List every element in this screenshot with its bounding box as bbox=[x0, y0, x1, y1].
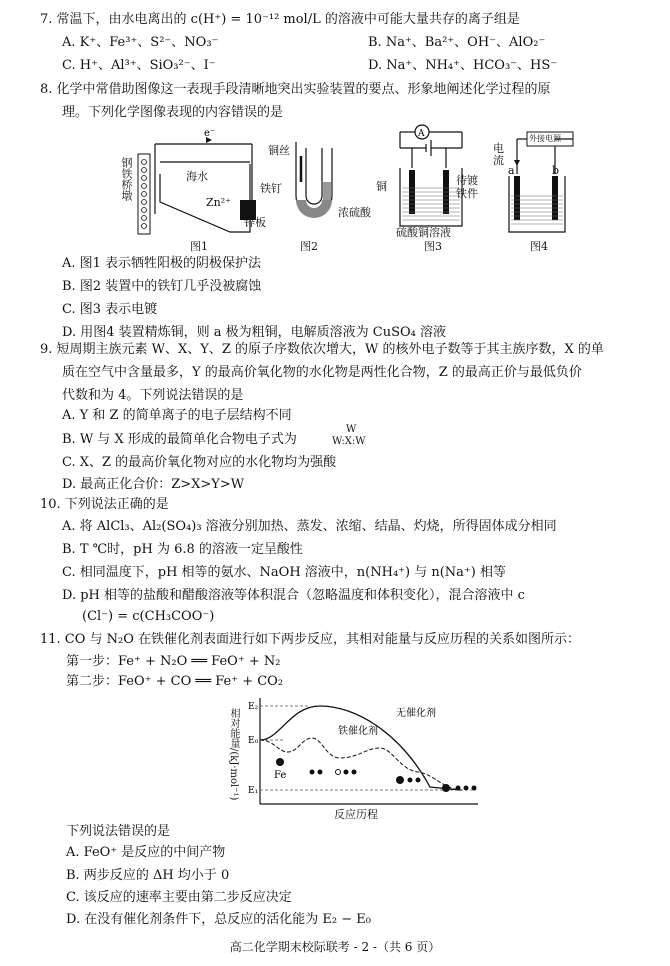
fig4-current-label: 电流 bbox=[493, 142, 504, 167]
q8-option-d: D. 用图4 装置精炼铜，则 a 极为粗铜，电解质溶液为 CuSO₄ 溶液 bbox=[62, 325, 447, 340]
q8-option-b: B. 图2 装置中的铁钉几乎没被腐蚀 bbox=[62, 279, 262, 294]
energy-y-axis-label: 相对能量/(kJ·mol⁻¹) bbox=[228, 708, 239, 801]
fig1-water-label: 海水 bbox=[186, 170, 208, 183]
q8-stem-line2: 理。下列化学图像表现的内容错误的是 bbox=[62, 105, 284, 120]
fig2-acid-label: 浓硫酸 bbox=[338, 206, 371, 219]
energy-diagram bbox=[230, 692, 500, 820]
q11-ask: 下列说法错误的是 bbox=[66, 824, 171, 839]
q11-option-b: B. 两步反应的 ΔH 均小于 0 bbox=[66, 868, 230, 883]
q10-option-c: C. 相同温度下，pH 相等的氨水、NaOH 溶液中，n(NH₄⁺) 与 n(Na⁺) 相等 bbox=[62, 565, 506, 580]
fig2-wire-label: 铜丝 bbox=[268, 144, 290, 157]
q9-option-c: C. X、Z 的最高价氧化物对应的水化物均为强酸 bbox=[62, 455, 337, 470]
q9-formula-top: W bbox=[346, 424, 357, 435]
fig1-caption: 图1 bbox=[190, 240, 208, 253]
q9-stem-line1: 9. 短周期主族元素 W、X、Y、Z 的原子序数依次增大，W 的核外电子数等于其主族序数，X 的单 bbox=[40, 342, 604, 357]
fig4-power-label: 外接电源 bbox=[529, 134, 561, 143]
q9-stem-line2: 质在空气中含量最多，Y 的最高价氧化物的水化物是两性化合物，Z 的最高正价与最低负价 bbox=[62, 365, 582, 380]
fig3-item-label: 待镀铁件 bbox=[456, 174, 478, 200]
q8-option-c: C. 图3 表示电镀 bbox=[62, 302, 158, 317]
page-footer: 高二化学期末校际联考 - 2 -（共 6 页） bbox=[229, 940, 441, 954]
fig1-zn-label: Zn²⁺ bbox=[206, 196, 231, 209]
fig4-a-label: a bbox=[508, 164, 515, 177]
fe-ion-marker bbox=[276, 758, 284, 766]
q7-option-c: C. H⁺、Al³⁺、SiO₃²⁻、I⁻ bbox=[62, 58, 216, 73]
fig3-caption: 图3 bbox=[424, 240, 442, 253]
fig3-ammeter-label: A bbox=[418, 129, 425, 139]
q10-option-b: B. T ℃时，pH 为 6.8 的溶液一定呈酸性 bbox=[62, 542, 303, 557]
fig2-nail-label: 铁钉 bbox=[260, 182, 282, 195]
fig1-pier-label: 钢铁桥墩 bbox=[120, 157, 133, 201]
energy-x-axis-label: 反应历程 bbox=[334, 808, 378, 821]
q9-option-b: B. W 与 X 形成的最简单化合物电子式为 bbox=[62, 432, 297, 447]
q8-option-a: A. 图1 表示牺牲阳极的阴极保护法 bbox=[62, 256, 262, 271]
q7-option-a: A. K⁺、Fe³⁺、S²⁻、NO₃⁻ bbox=[62, 35, 219, 50]
q9-option-d: D. 最高正化合价：Z>X>Y>W bbox=[62, 477, 245, 492]
e2-label: E₂ bbox=[248, 702, 259, 712]
q9-option-a: A. Y 和 Z 的简单离子的电子层结构不同 bbox=[62, 408, 292, 423]
figure-1 bbox=[120, 124, 280, 254]
q10-option-d-line1: D. pH 相等的盐酸和醋酸溶液等体积混合（忽略温度和体积变化），混合溶液中 c bbox=[62, 588, 525, 603]
fig1-electron: e⁻ bbox=[204, 128, 216, 139]
q11-stem: 11. CO 与 N₂O 在铁催化剂表面进行如下两步反应，其相对能量与反应历程的关系如图所示： bbox=[40, 632, 581, 647]
q11-option-a: A. FeO⁺ 是反应的中间产物 bbox=[66, 845, 226, 860]
q11-option-d: D. 在没有催化剂条件下，总反应的活化能为 E₂ − E₀ bbox=[66, 912, 371, 927]
figure-4 bbox=[505, 128, 575, 236]
q7-stem: 7. 常温下，由水电离出的 c(H⁺) = 10⁻¹² mol/L 的溶液中可能大量共存的离子组是 bbox=[40, 12, 520, 27]
q10-option-d-line2: (Cl⁻) = c(CH₃COO⁻) bbox=[82, 609, 215, 624]
q11-option-c: C. 该反应的速率主要由第二步反应决定 bbox=[66, 890, 292, 905]
fig4-caption: 图4 bbox=[530, 240, 548, 253]
q11-step-1: 第一步：Fe⁺ + N₂O ══ FeO⁺ + N₂ bbox=[66, 654, 281, 669]
fig2-caption: 图2 bbox=[300, 240, 318, 253]
fe-label: Fe bbox=[274, 770, 287, 781]
fig4-b-label: b bbox=[552, 164, 560, 177]
q8-stem-line1: 8. 化学中常借助图像这一表现手段清晰地突出实验装置的要点、形象地阐述化学过程的原 bbox=[40, 82, 551, 97]
fig3-copper-label: 铜 bbox=[376, 180, 387, 193]
q7-option-b: B. Na⁺、Ba²⁺、OH⁻、AlO₂⁻ bbox=[368, 35, 546, 50]
no-catalyst-label: 无催化剂 bbox=[396, 708, 436, 719]
q11-step-2: 第二步：FeO⁺ + CO ══ Fe⁺ + CO₂ bbox=[66, 674, 284, 689]
q10-stem: 10. 下列说法正确的是 bbox=[40, 497, 169, 512]
q9-stem-line3: 代数和为 4。下列说法错误的是 bbox=[62, 388, 244, 403]
e0-label: E₀ bbox=[248, 736, 259, 746]
fig3-solution-label: 硫酸铜溶液 bbox=[396, 226, 451, 239]
iron-catalyzed-curve bbox=[260, 738, 462, 790]
fig1-plate-label: 锌板 bbox=[244, 216, 266, 229]
e1-label: E₁ bbox=[248, 786, 259, 796]
q7-option-d: D. Na⁺、NH₄⁺、HCO₃⁻、HS⁻ bbox=[368, 58, 558, 73]
figure-2 bbox=[280, 138, 350, 238]
q9-formula-bottom: W:X:W bbox=[332, 436, 366, 447]
iron-catalyst-label: 铁催化剂 bbox=[338, 726, 378, 737]
q10-option-a: A. 将 AlCl₃、Al₂(SO₄)₃ 溶液分别加热、蒸发、浓缩、结晶、灼烧，所得固体成分相同 bbox=[62, 519, 557, 534]
